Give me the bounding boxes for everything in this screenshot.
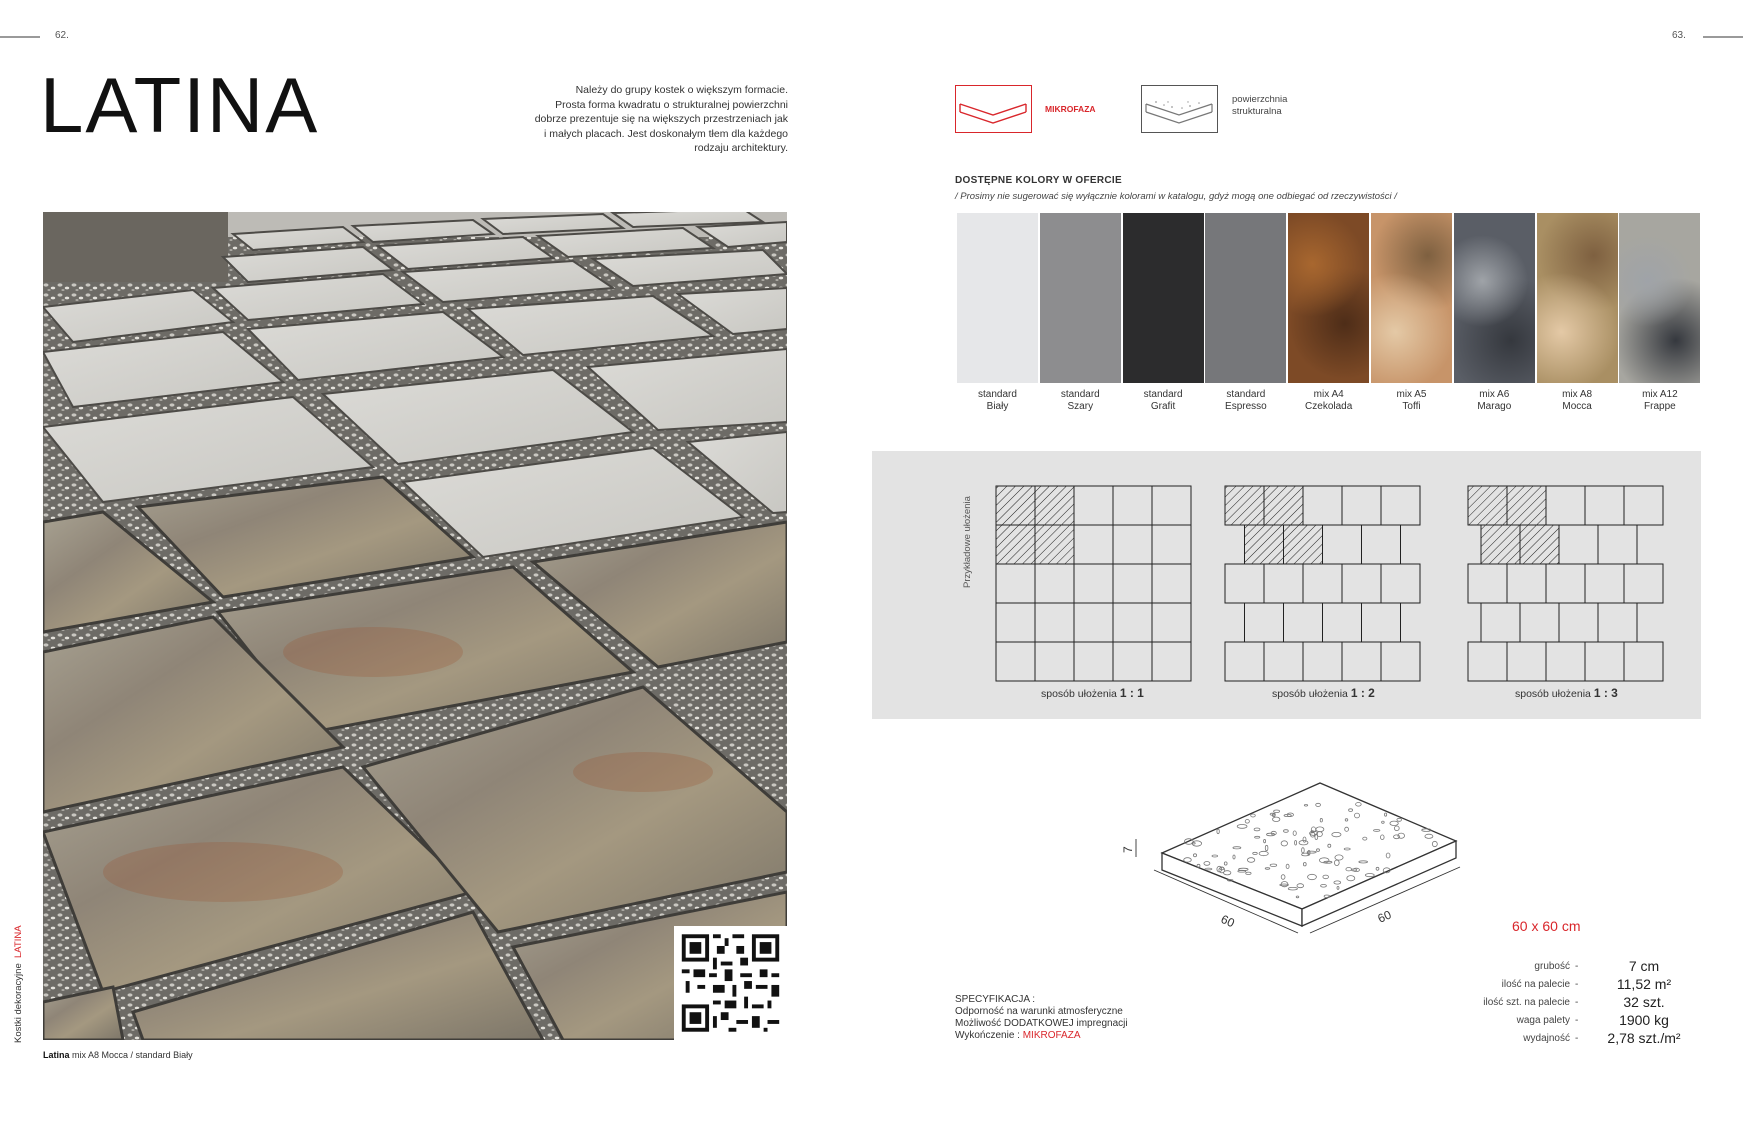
pattern-tile: [1507, 642, 1546, 681]
laying-patterns-panel: [872, 451, 1701, 719]
color-swatch: [1040, 213, 1121, 383]
pattern-tile: [996, 642, 1035, 681]
pattern-tile: [1074, 642, 1113, 681]
pattern-tile: [1624, 642, 1663, 681]
pattern-tile: [996, 564, 1035, 603]
spec-label: wydajność: [1523, 1033, 1570, 1044]
product-title: LATINA: [40, 61, 320, 149]
pattern-tile-highlighted: [1520, 525, 1559, 564]
pattern-tile: [1303, 564, 1342, 603]
pattern-tile: [1035, 564, 1074, 603]
spec-value: 2,78 szt./m²: [1607, 1030, 1681, 1046]
spec-label: ilość na palecie: [1501, 979, 1570, 990]
color-swatch-label: mix A5 Toffi: [1396, 389, 1427, 412]
color-swatch-label: standard Grafit: [1143, 389, 1183, 412]
pattern-tile: [1113, 564, 1152, 603]
pattern-tile: [1559, 525, 1598, 564]
pattern-tile: [1585, 564, 1624, 603]
pattern-tile: [1624, 486, 1663, 525]
drawing-thickness-label: 7: [1121, 846, 1135, 853]
pattern-tile: [1074, 525, 1113, 564]
spec-row: [1440, 958, 1710, 976]
pattern-tile-highlighted: [996, 486, 1035, 525]
color-swatch: [1288, 213, 1369, 383]
pattern-tile-highlighted: [1481, 525, 1520, 564]
pattern-tile: [1342, 486, 1381, 525]
pattern-tile-highlighted: [1225, 486, 1264, 525]
product-dimensions: 60 x 60 cm: [1512, 918, 1581, 934]
pattern-tile: [1152, 564, 1191, 603]
pattern-tile-highlighted: [1468, 486, 1507, 525]
header-rule-right: [1703, 36, 1743, 38]
pattern-tile: [1546, 642, 1585, 681]
pattern-tile: [1520, 603, 1559, 642]
color-swatch: [1123, 213, 1204, 383]
pattern-tile-highlighted: [1245, 525, 1284, 564]
pattern-tile: [1225, 642, 1264, 681]
pattern-tile: [1598, 603, 1637, 642]
pattern-tile: [1152, 525, 1191, 564]
pattern-tile: [1113, 603, 1152, 642]
pattern-tile: [1113, 642, 1152, 681]
pattern-tile: [1264, 642, 1303, 681]
caption-product-name: Latina: [43, 1050, 70, 1060]
product-intro: [430, 83, 788, 156]
pattern-label-2: sposób ułożenia 1 : 2: [1272, 686, 1375, 700]
structured-surface-icon: [1141, 85, 1218, 133]
intro-line: Prosta forma kwadratu o strukturalnej powierzchni: [555, 98, 788, 111]
pattern-tile: [1245, 603, 1284, 642]
pattern-tile: [1507, 564, 1546, 603]
color-swatch: [1371, 213, 1452, 383]
spec-label: waga palety: [1516, 1015, 1570, 1026]
color-swatch-label: mix A12 Frappe: [1642, 389, 1678, 412]
color-swatch: [1537, 213, 1618, 383]
pattern-tile: [1152, 486, 1191, 525]
color-swatch-label: standard Szary: [1060, 389, 1100, 412]
spec-separator: -: [1575, 1015, 1579, 1026]
colors-section-note: / Prosimy nie sugerować się wyłącznie kolorami w katalogu, gdyż mogą one odbiegać od rzeczywistości /: [955, 191, 1397, 202]
color-swatch-label: mix A4 Czekolada: [1305, 389, 1353, 412]
intro-line: rodzaju architektury.: [694, 142, 788, 154]
page-number-right: 63.: [1672, 30, 1686, 41]
color-swatch-label: standard Espresso: [1225, 389, 1267, 412]
pattern-tile: [1559, 603, 1598, 642]
color-swatch-label: standard Biały: [978, 389, 1017, 412]
spec-value: 32 szt.: [1623, 994, 1665, 1010]
color-swatch: [957, 213, 1038, 383]
pattern-label-1: sposób ułożenia 1 : 1: [1041, 686, 1144, 700]
pattern-tile: [1468, 642, 1507, 681]
pattern-tile-highlighted: [1507, 486, 1546, 525]
spec-value: 7 cm: [1628, 958, 1660, 974]
pattern-tile: [1303, 642, 1342, 681]
pattern-tile: [1342, 642, 1381, 681]
pattern-tile: [996, 603, 1035, 642]
pattern-tile: [1624, 564, 1663, 603]
pattern-tile: [1585, 642, 1624, 681]
pattern-tile-highlighted: [1035, 486, 1074, 525]
qr-code[interactable]: [674, 926, 787, 1040]
spec-row: [1440, 976, 1710, 994]
pattern-tile: [1035, 603, 1074, 642]
pattern-tile: [1113, 486, 1152, 525]
color-swatch-label: mix A8 Mocca: [1562, 389, 1593, 412]
patterns-vertical-label: Przykładowe ułożenia: [962, 496, 973, 588]
colors-section-title: DOSTĘPNE KOLORY W OFERCIE: [955, 175, 1122, 186]
microbevel-icon: [955, 85, 1032, 133]
spec-separator: -: [1575, 1033, 1579, 1044]
pattern-tile: [1323, 603, 1362, 642]
paver-technical-drawing: [1120, 775, 1490, 975]
spec-row: [1440, 1030, 1710, 1048]
side-category-label: [13, 925, 24, 1043]
pattern-tile: [1546, 486, 1585, 525]
header-rule-left: [0, 36, 40, 38]
pattern-tile: [1342, 564, 1381, 603]
specification-line: Odporność na warunki atmosferyczne: [955, 1006, 1123, 1017]
pattern-tile: [1225, 564, 1264, 603]
photo-caption: [43, 1050, 193, 1060]
intro-line: i małych placach. Jest doskonałym tłem dla każdego: [544, 127, 788, 140]
spec-row: [1440, 1012, 1710, 1030]
pattern-tile: [1585, 486, 1624, 525]
spec-label: grubość: [1534, 961, 1570, 972]
pattern-label-3: sposób ułożenia 1 : 3: [1515, 686, 1618, 700]
spec-separator: -: [1575, 961, 1579, 972]
pattern-tile-highlighted: [1035, 525, 1074, 564]
pattern-tile: [1323, 525, 1362, 564]
pattern-tile: [1381, 564, 1420, 603]
drawing-side-b-label: 60: [1375, 907, 1394, 926]
drawing-side-a-label: 60: [1218, 911, 1237, 931]
pattern-tile: [1152, 603, 1191, 642]
pattern-tile: [1284, 603, 1323, 642]
page-number-left: 62.: [55, 30, 69, 41]
intro-line: dobrze prezentuje się na większych przestrzeniach jak: [534, 113, 788, 125]
finish-label-structured: powierzchnia strukturalna: [1232, 94, 1288, 117]
pattern-tile: [1074, 564, 1113, 603]
spec-value: 1900 kg: [1619, 1012, 1669, 1028]
pattern-tile: [1598, 525, 1637, 564]
pattern-tile: [1381, 486, 1420, 525]
pattern-tile: [1546, 564, 1585, 603]
pattern-tile-highlighted: [1264, 486, 1303, 525]
pattern-tile-highlighted: [996, 525, 1035, 564]
pattern-tile-highlighted: [1284, 525, 1323, 564]
laying-patterns-diagram: [872, 451, 1701, 719]
product-photo: [43, 212, 787, 1040]
caption-details: mix A8 Mocca / standard Biały: [72, 1050, 193, 1060]
pattern-tile: [1381, 642, 1420, 681]
color-swatch: [1619, 213, 1700, 383]
color-swatch-label: mix A6 Marago: [1477, 389, 1512, 412]
pattern-tile: [1074, 603, 1113, 642]
spec-row: [1440, 994, 1710, 1012]
specification-finish-value: MIKROFAZA: [1022, 1030, 1081, 1041]
spec-separator: -: [1575, 979, 1579, 990]
pattern-tile: [1362, 525, 1401, 564]
pattern-tile: [1468, 564, 1507, 603]
side-category: Kostki dekoracyjne: [13, 963, 24, 1043]
pattern-tile: [1481, 603, 1520, 642]
color-swatch: [1205, 213, 1286, 383]
pattern-tile: [1303, 486, 1342, 525]
intro-line: Należy do grupy kostek o większym formacie.: [575, 84, 788, 96]
specification-title: SPECYFIKACJA :: [955, 994, 1036, 1005]
spec-label: ilość szt. na palecie: [1483, 997, 1570, 1008]
specification-finish: Wykończenie : MIKROFAZA: [955, 1030, 1081, 1041]
spec-value: 11,52 m²: [1616, 976, 1672, 992]
specification-block: [955, 994, 1128, 1042]
pattern-tile: [1362, 603, 1401, 642]
paving-photo-illustration: [43, 212, 787, 1040]
pattern-tile: [1113, 525, 1152, 564]
pattern-tile: [1035, 642, 1074, 681]
pattern-tile: [1074, 486, 1113, 525]
finish-label-microbevel: MIKROFAZA: [1045, 104, 1096, 114]
color-swatch: [1454, 213, 1535, 383]
pattern-tile: [1152, 642, 1191, 681]
pattern-tile: [1264, 564, 1303, 603]
spec-separator: -: [1575, 997, 1579, 1008]
specification-line: Możliwość DODATKOWEJ impregnacji: [955, 1018, 1128, 1029]
side-product: LATINA: [13, 925, 24, 958]
qr-code-graphic: [674, 926, 787, 1040]
